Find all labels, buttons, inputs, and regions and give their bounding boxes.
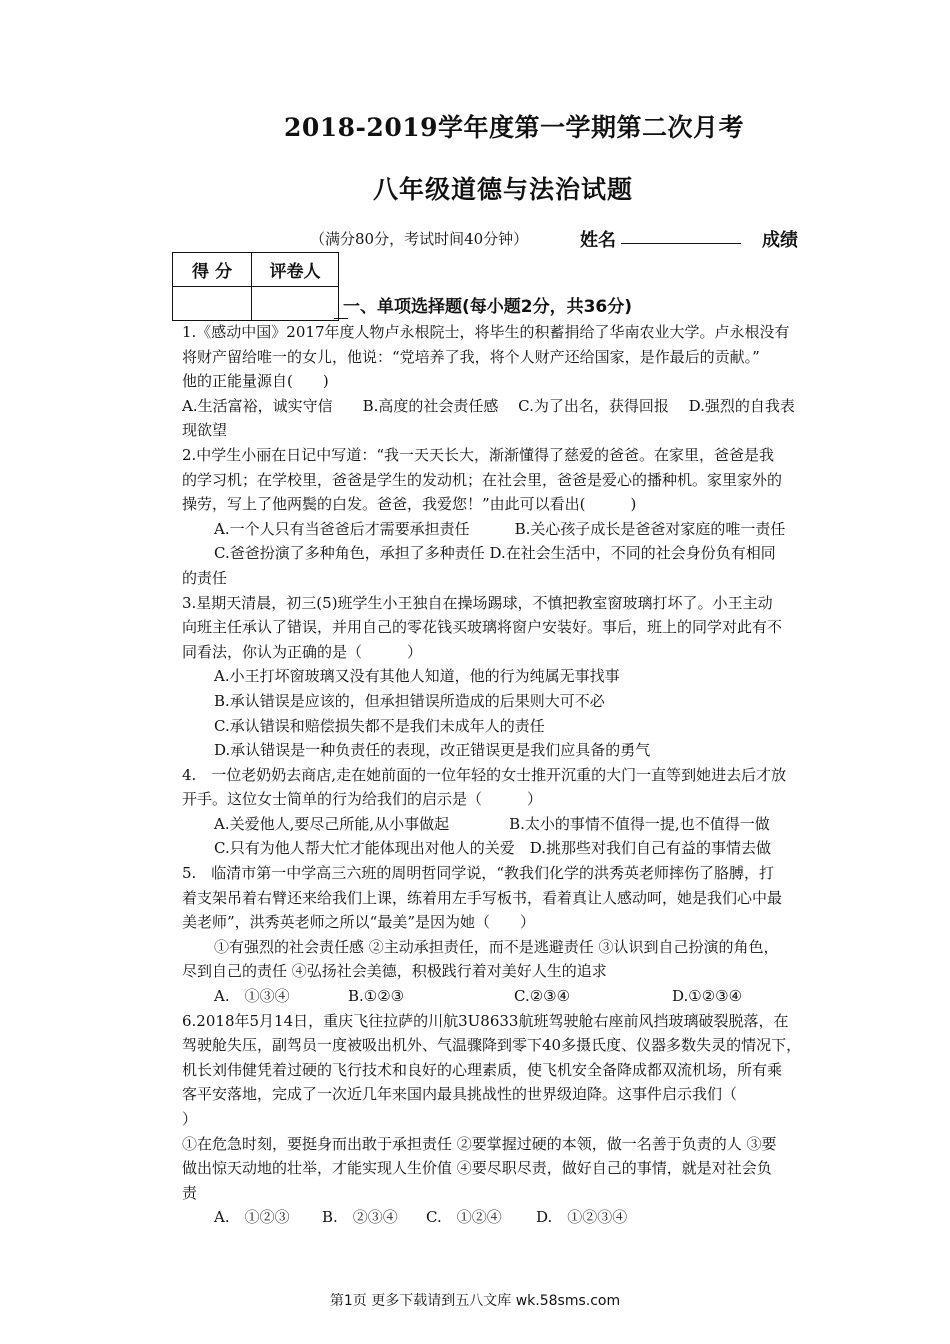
question-text: 他的正能量源自( )	[182, 372, 329, 391]
score-cell	[173, 287, 252, 321]
question-text: 2.中学生小丽在日记中写道：“我一天天长大，渐渐懂得了慈爱的爸爸。在家里，爸爸是我	[182, 445, 774, 464]
question-1	[182, 320, 872, 443]
question-text: 1.《感动中国》2017年度人物卢永根院士，将毕生的积蓄捐给了华南农业大学。卢永根没有	[182, 323, 790, 341]
question-text: 的学习机；在学校里，爸爸是学生的发动机；在社会里，爸爸是爱心的播种机。家里家外的	[182, 470, 783, 489]
option-a: A. ①③④	[214, 987, 290, 1006]
question-text: 驾驶舱失压，副驾员一度被吸出机外、气温骤降到零下40多摄氏度、仪器多数失灵的情况下，	[182, 1036, 802, 1055]
question-text: 5. 临清市第一中学高三六班的周明哲同学说，“教我们化学的洪秀英老师摔伤了胳膊，打	[182, 864, 774, 883]
option-b: B. ②③④	[322, 1208, 398, 1227]
option-line: A.一个人只有当爸爸后才需要承担责任 B.关心孩子成长是爸爸对家庭的唯一责任	[214, 519, 786, 538]
question-text: 机长刘伟健凭着过硬的飞行技术和良好的心理素质，使飞机安全备降成都双流机场，所有乘	[182, 1060, 783, 1079]
exam-title: 2018-2019学年度第一学期第二次月考	[283, 113, 745, 142]
question-text: 美老师”，洪秀英老师之所以“最美”是因为她（ ）	[182, 913, 536, 932]
question-text: ）	[182, 1110, 198, 1128]
grader-column-header: 评卷人	[252, 253, 339, 287]
question-6	[182, 1009, 872, 1230]
option-line: A.生活富裕，诚实守信 B.高度的社会责任感 C.为了出名，获得回报 D.强烈的自我表	[182, 396, 795, 415]
section-divider	[334, 318, 348, 319]
question-text: 4. 一位老奶奶去商店,走在她前面的一位年轻的女士推开沉重的大门一直等到她进去后才放	[182, 765, 787, 784]
option-b: B.①②③	[348, 987, 405, 1006]
option-line: 的责任	[182, 568, 228, 587]
statement-line: 尽到自己的责任 ④弘扬社会美德，积极践行着对美好人生的追求	[182, 962, 607, 981]
name-blank-line	[621, 243, 741, 244]
option-line: C.爸爸扮演了多种角色，承担了多种责任 D.在社会生活中，不同的社会身份负有相同	[214, 544, 776, 563]
questions-body	[182, 320, 872, 1230]
score-column-header: 得 分	[173, 253, 252, 287]
grader-cell	[252, 287, 339, 321]
option-c: C.②③④	[514, 987, 571, 1006]
question-4	[182, 763, 872, 861]
name-label: 姓名	[580, 230, 616, 251]
option-line: A.关爱他人,要尽己所能,从小事做起 B.太小的事情不值得一提,也不值得一做	[214, 814, 770, 833]
statement-line: 做出惊天动地的壮举，才能实现人生价值 ④要尽职尽责，做好自己的事情，就是对社会负	[182, 1159, 772, 1178]
question-2	[182, 443, 872, 591]
option-a: A. ①②③	[214, 1208, 290, 1227]
score-label: 成绩	[762, 230, 798, 251]
statement-line: ①有强烈的社会责任感 ②主动承担责任，而不是逃避责任 ③认识到自己扮演的角色，	[214, 937, 779, 956]
question-text: 将财产留给唯一的女儿，他说：“党培养了我，将个人财产还给国家，是作最后的贡献。”	[182, 347, 760, 366]
question-text: 开手。这位女士简单的行为给我们的启示是（ ）	[182, 790, 543, 809]
option-b: B.承认错误是应该的，但承担错误所造成的后果则大可不必	[214, 691, 605, 710]
option-c: C.承认错误和赔偿损失都不是我们未成年人的责任	[214, 716, 545, 735]
exam-meta: （满分80分，考试时间40分钟）	[310, 230, 529, 248]
question-5	[182, 861, 872, 1009]
option-c: C. ①②④	[426, 1208, 502, 1227]
exam-subtitle: 八年级道德与法治试题	[372, 175, 633, 204]
option-d: D.①②③④	[672, 987, 743, 1006]
option-line: 现欲望	[182, 421, 228, 440]
option-d: D. ①②③④	[536, 1208, 628, 1227]
grader-table	[172, 252, 339, 321]
options-row	[182, 984, 872, 1009]
question-text: 着支架吊着右臂还来给我们上课，练着用左手写板书，看着真让人感动呵，她是我们心中最	[182, 888, 783, 907]
option-d: D.承认错误是一种负责任的表现，改正错误更是我们应具备的勇气	[214, 741, 651, 760]
page-footer: 第1页 更多下载请到五八文库 wk.58sms.com	[329, 1293, 621, 1309]
question-text: 操劳，写上了他两鬓的白发。爸爸，我爱您！”由此可以看出( )	[182, 495, 637, 514]
statement-line: 责	[182, 1183, 198, 1202]
option-line: C.只有为他人帮大忙才能体现出对他人的关爱 D.挑那些对我们自己有益的事情去做	[214, 839, 771, 858]
question-text: 客平安落地，完成了一次近几年来国内最具挑战性的世界级迫降。这事件启示我们（	[182, 1085, 738, 1104]
option-a: A.小王打坏窗玻璃又没有其他人知道，他的行为纯属无事找事	[214, 667, 620, 686]
question-text: 同看法，你认为正确的是（ ）	[182, 642, 423, 661]
section-heading: 一、单项选择题(每小题2分，共36分)	[343, 297, 633, 317]
options-row	[182, 1205, 872, 1230]
question-text: 向班主任承认了错误，并用自己的零花钱买玻璃将窗户安装好。事后，班上的同学对此有不	[182, 618, 783, 637]
question-3	[182, 591, 872, 763]
question-text: 3.星期天清晨，初三(5)班学生小王独自在操场踢球，不慎把教室窗玻璃打坏了。小王主动	[182, 593, 773, 612]
question-text: 6.2018年5月14日，重庆飞往拉萨的川航3U8633航班驾驶舱右座前风挡玻璃破裂脱落，在	[182, 1011, 789, 1030]
statement-line: ①在危急时刻，要挺身而出敢于承担责任 ②要掌握过硬的本领，做一名善于负责的人 ③要	[182, 1134, 777, 1153]
